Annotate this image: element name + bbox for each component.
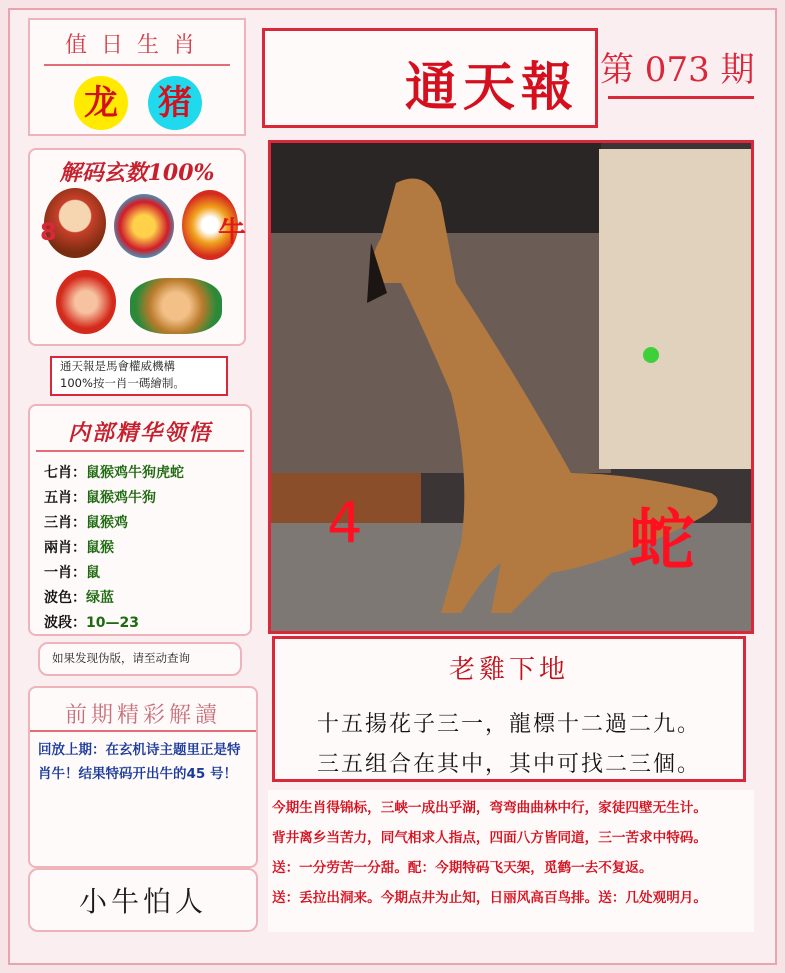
- tip-row-seven: 七肖：鼠猴鸡牛狗虎蛇: [44, 465, 184, 481]
- duty-zodiac-title: 值日生肖: [64, 33, 209, 58]
- fake-version-text: 如果发现伪版，请至动查询: [52, 651, 190, 665]
- tip-row-two: 兩肖：鼠猴: [44, 540, 114, 556]
- tip-row-three: 三肖：鼠猴鸡: [44, 515, 128, 531]
- photo-overlay-number: 4: [327, 491, 363, 556]
- issue-number: 第 073 期: [600, 50, 755, 90]
- divider: [36, 450, 244, 452]
- photo-cardboard-box: [599, 149, 754, 469]
- insider-tips-title: 内部精华领悟: [67, 420, 212, 446]
- signature-text: 小牛怕人: [78, 885, 207, 918]
- info-line-2: 100%按一肖一碼繪制。: [60, 376, 185, 390]
- previous-issue-title: 前期精彩解讀: [64, 703, 221, 728]
- signature-panel: [28, 868, 258, 932]
- verse-line-3: 送：一分劳苦一分甜。配：今期特码飞天架，觅鹤一去不复返。: [272, 860, 653, 876]
- decoder-mark-ox: 牛: [218, 215, 247, 248]
- poem-panel: [272, 636, 746, 782]
- fake-version-note: [38, 642, 242, 676]
- monkey-illustration-2: [114, 194, 174, 258]
- verse-line-4: 送：丢拉出洞来。今期点井为止知，日丽风高百鸟排。送：几处观明月。: [272, 890, 707, 906]
- divider: [30, 730, 256, 732]
- photo-green-mark: [643, 347, 659, 363]
- poem-line-2: 三五组合在其中，其中可找二三個。: [316, 752, 701, 777]
- zodiac-badge-dragon: 龙: [74, 76, 128, 130]
- previous-issue-panel: [28, 686, 258, 868]
- verse-line-2: 背井离乡当苦力，同气相求人指点，四面八方皆同道，三一苦求中特码。: [272, 830, 707, 846]
- poem-title: 老雞下地: [448, 655, 569, 685]
- verse-line-1: 今期生肖得锦标，三峡一成出乎湖，弯弯曲曲林中行，家徒四壁无生计。: [272, 800, 707, 816]
- photo-overlay-zodiac: 蛇: [629, 501, 695, 579]
- verse-panel: [268, 790, 754, 932]
- info-line-1: 通天報是馬會權威機構: [60, 359, 175, 373]
- masthead-title: 通天報: [404, 57, 579, 118]
- decoder-mark-number: 8: [40, 218, 57, 246]
- info-box: [50, 356, 228, 396]
- poem-line-1: 十五揚花子三一，龍標十二過二九。: [316, 712, 701, 737]
- dog-photo: [268, 140, 754, 634]
- issue-underline: [608, 96, 754, 99]
- monkey-illustration-4: [56, 270, 116, 334]
- divider: [44, 64, 230, 66]
- decoder-title: 解码玄数100%: [59, 160, 215, 186]
- tip-row-five: 五肖：鼠猴鸡牛狗: [44, 490, 156, 506]
- tip-row-wave-color: 波色：绿蓝: [44, 590, 114, 606]
- monkey-illustration-5: [130, 278, 222, 334]
- tip-row-one: 一肖：鼠: [44, 565, 100, 581]
- decoder-panel: [28, 148, 246, 346]
- previous-issue-body: 回放上期：在玄机诗主题里正是特肖牛！结果特码开出牛的45 号！: [38, 742, 241, 782]
- masthead: [262, 28, 598, 128]
- insider-tips-panel: [28, 404, 252, 636]
- zodiac-badge-pig: 猪: [148, 76, 202, 130]
- tip-row-wave-range: 波段：10—23: [44, 615, 139, 631]
- duty-zodiac-panel: [28, 18, 246, 136]
